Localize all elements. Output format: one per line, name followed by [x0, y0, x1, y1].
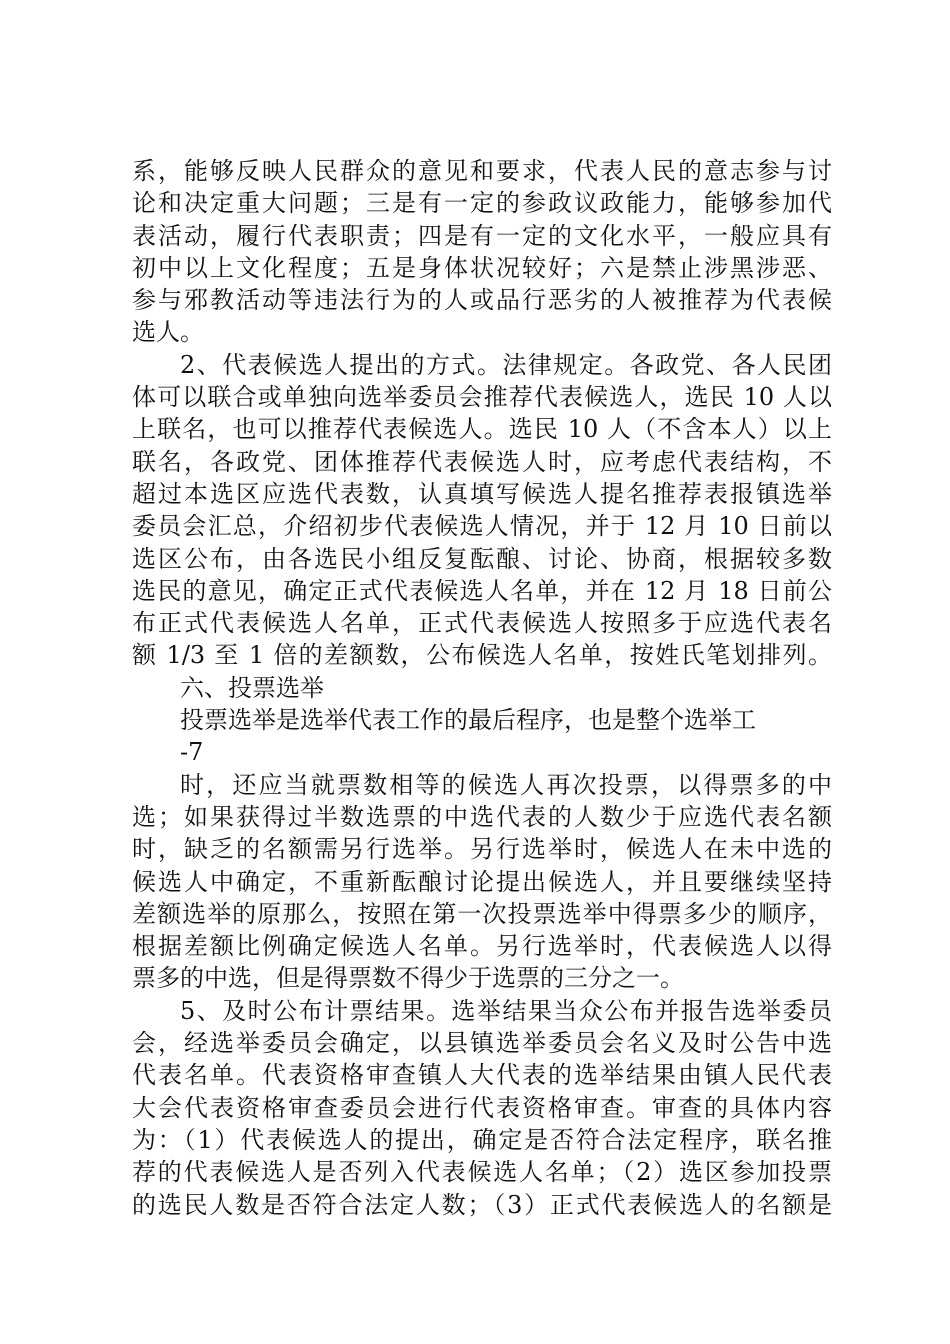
text-line: 参与邪教活动等违法行为的人或品行恶劣的人被推荐为代表候	[132, 286, 832, 315]
text-line: 表活动，履行代表职责；四是有一定的文化水平，一般应具有	[132, 221, 832, 250]
text-line: 额 1/3 至 1 倍的差额数，公布候选人名单，按姓氏笔划排列。	[132, 641, 832, 670]
paragraph-start-line: 时，还应当就票数相等的候选人再次投票，以得票多的中	[180, 770, 832, 799]
text-line: 选民的意见，确定正式代表候选人名单，并在 12 月 18 日前公	[132, 576, 832, 605]
text-line: 票多的中选，但是得票数不得少于选票的三分之一。	[132, 964, 684, 993]
text-line: 上联名，也可以推荐代表候选人。选民 10 人（不含本人）以上	[132, 415, 832, 444]
text-line: 联名，各政党、团体推荐代表候选人时，应考虑代表结构，不	[132, 447, 832, 476]
text-line: 选区公布，由各选民小组反复酝酿、讨论、协商，根据较多数	[132, 544, 832, 573]
text-line: 的选民人数是否符合法定人数；（3）正式代表候选人的名额是	[132, 1190, 832, 1219]
paragraph-start-line: 2、代表候选人提出的方式。法律规定。各政党、各人民团	[180, 350, 832, 379]
text-line: 委员会汇总，介绍初步代表候选人情况，并于 12 月 10 日前以	[132, 512, 832, 541]
text-line: 超过本选区应选代表数，认真填写候选人提名推荐表报镇选举	[132, 479, 832, 508]
text-line: 荐的代表候选人是否列入代表候选人名单；（2）选区参加投票	[132, 1158, 832, 1187]
text-line: 为：（1）代表候选人的提出，确定是否符合法定程序，联名推	[132, 1125, 832, 1154]
text-line: 论和决定重大问题；三是有一定的参政议政能力，能够参加代	[132, 189, 832, 218]
text-line: 初中以上文化程度；五是身体状况较好；六是禁止涉黑涉恶、	[132, 253, 832, 282]
text-line: 根据差额比例确定候选人名单。另行选举时，代表候选人以得	[132, 932, 832, 961]
paragraph-start-line: 投票选举是选举代表工作的最后程序，也是整个选举工	[180, 706, 756, 735]
section-heading: 六、投票选举	[180, 673, 324, 702]
text-line: 选人。	[132, 318, 204, 347]
text-line: 大会代表资格审查委员会进行代表资格审查。审查的具体内容	[132, 1093, 832, 1122]
paragraph-start-line: 5、及时公布计票结果。选举结果当众公布并报告选举委员	[180, 996, 832, 1025]
text-line: 选；如果获得过半数选票的中选代表的人数少于应选代表名额	[132, 802, 832, 831]
text-line: 布正式代表候选人名单，正式代表候选人按照多于应选代表名	[132, 609, 832, 638]
document-body	[132, 155, 832, 1221]
text-line: 体可以联合或单独向选举委员会推荐代表候选人，选民 10 人以	[132, 383, 832, 412]
text-line: 时，缺乏的名额需另行选举。另行选举时，候选人在未中选的	[132, 835, 832, 864]
page-number: -7	[180, 738, 204, 767]
text-line: 代表名单。代表资格审查镇人大代表的选举结果由镇人民代表	[132, 1061, 832, 1090]
text-line: 系，能够反映人民群众的意见和要求，代表人民的意志参与讨	[132, 157, 832, 185]
text-line: 候选人中确定，不重新酝酿讨论提出候选人，并且要继续坚持	[132, 867, 832, 896]
text-line: 会，经选举委员会确定，以县镇选举委员会名义及时公告中选	[132, 1029, 832, 1058]
text-line: 差额选举的原那么，按照在第一次投票选举中得票多少的顺序，	[132, 899, 832, 928]
